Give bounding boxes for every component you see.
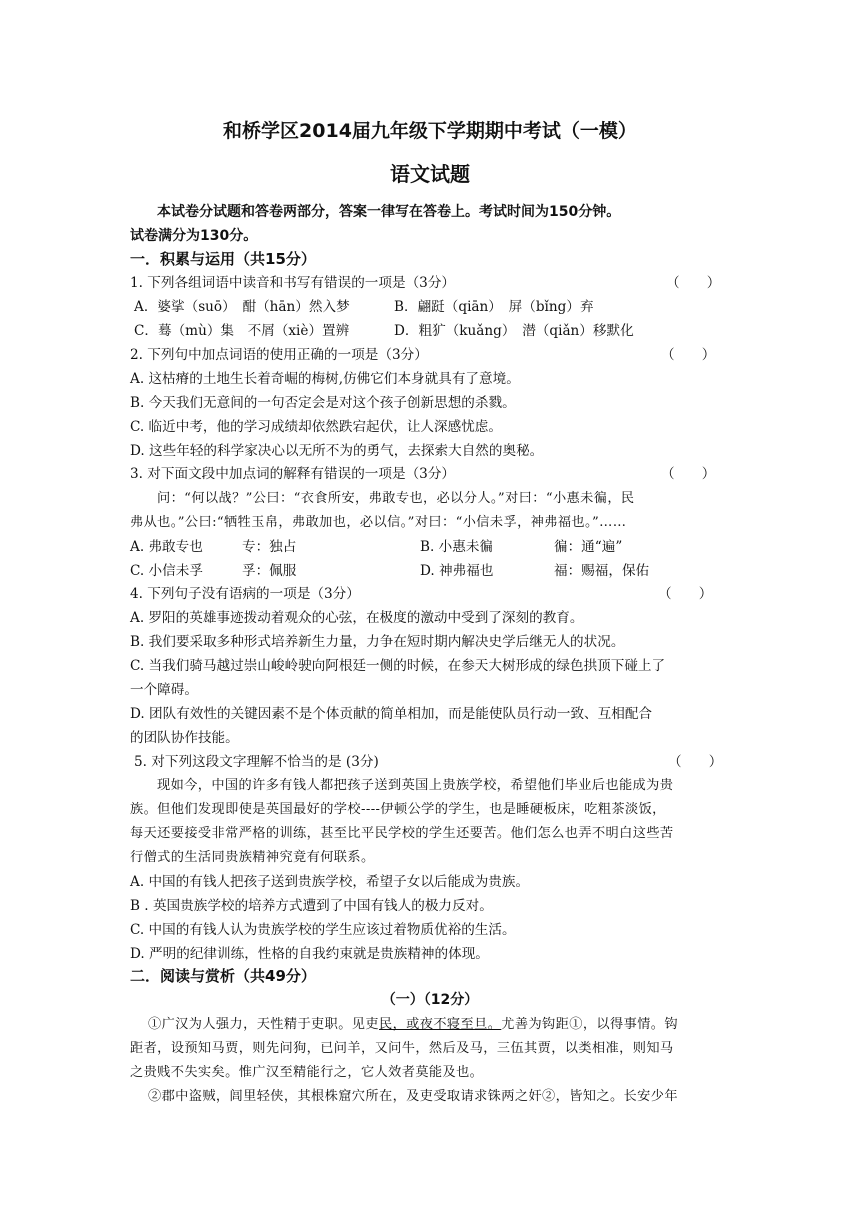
q5-passage-line-2: 族。但他们发现即使是英国最好的学校----伊顿公学的学生，也是睡硬板床，吃粗茶淡饭， [130, 802, 666, 817]
q3-option-c-gloss: 孚：佩服 [242, 563, 297, 579]
passage-1-line-1-b: 尤善为钩距①，以得事情。钩 [501, 1017, 678, 1032]
q5-passage-line-1: 现如今，中国的许多有钱人都把孩子送到英国上贵族学校，希望他们毕业后也能成为贵 [157, 778, 674, 793]
q1-answer-bracket: （ ） [666, 275, 721, 291]
exam-title: 和桥学区2014届九年级下学期期中考试（一模） [223, 120, 637, 142]
q3-option-b-phrase: B. 小惠未徧 [420, 539, 494, 555]
q2-stem: 2. 下列句中加点词语的使用正确的一项是（3分） [130, 347, 428, 363]
q4-option-b: B. 我们要采取多种形式培养新生力量，力争在短时期内解决史学后继无人的状况。 [130, 634, 625, 650]
q3-passage-line-2: 弗从也。”公曰:“牺牲玉帛，弗敢加也，必以信。”对曰：“小信未孚，神弗福也。”…… [130, 515, 627, 530]
q4-option-d-line-2: 的团队协作技能。 [130, 730, 239, 746]
exam-subtitle: 语文试题 [390, 162, 470, 186]
q5-passage-line-4: 行僧式的生活同贵族精神究竟有何联系。 [130, 850, 375, 865]
q3-stem: 3. 对下面文段中加点词的解释有错误的一项是（3分） [130, 466, 456, 482]
q4-option-d-line-1: D. 团队有效性的关键因素不是个体贡献的简单相加，而是能使队员行动一致、互相配合 [130, 706, 653, 722]
q5-option-d: D. 严明的纪律训练，性格的自我约束就是贵族精神的体现。 [130, 946, 489, 962]
q4-option-c-line-1: C. 当我们骑马越过崇山峻岭驶向阿根廷一侧的时候，在参天大树形成的绿色拱顶下碰上了 [130, 658, 666, 674]
q3-option-a-gloss: 专：独占 [242, 539, 297, 555]
q3-passage-line-1: 问：“何以战？”公曰：“衣食所安，弗敢专也，必以分人。”对曰：“小惠未徧，民 [157, 491, 635, 506]
q1-option-d: D．粗犷（kuǎng） 潜（qiǎn）移默化 [394, 323, 634, 339]
q3-option-b-gloss: 徧：通“遍” [554, 539, 623, 555]
passage-1-line-1-a: ①广汉为人强力，天性精于吏职。见吏 [148, 1017, 379, 1032]
passage-1-line-3: 之贵贱不失实矣。惟广汉至精能行之，它人效者莫能及也。 [130, 1065, 484, 1080]
q5-option-b: B . 英国贵族学校的培养方式遭到了中国有钱人的极力反对。 [130, 898, 493, 914]
q4-option-c-line-2: 一个障碍。 [130, 682, 198, 698]
q5-stem: 5. 对下列这段文字理解不恰当的是 (3分) [134, 754, 379, 770]
q5-option-c: C. 中国的有钱人认为贵族学校的学生应该过着物质优裕的生活。 [130, 922, 516, 938]
q4-option-a: A. 罗阳的英雄事迹拨动着观众的心弦，在极度的激动中受到了深刻的教育。 [130, 610, 584, 626]
q5-passage-line-3: 每天还要接受非常严格的训练，甚至比平民学校的学生还要苦。他们怎么也弄不明白这些苦 [130, 826, 674, 841]
q5-option-a: A. 中国的有钱人把孩子送到贵族学校，希望子女以后能成为贵族。 [130, 874, 530, 890]
q2-option-b: B. 今天我们无意间的一句否定会是对这个孩子创新思想的杀戮。 [130, 395, 516, 411]
intro-line-1: 本试卷分试题和答卷两部分，答案一律写在答卷上。考试时间为150分钟。 [157, 204, 621, 220]
q5-answer-bracket: （ ） [668, 754, 723, 770]
q4-stem: 4. 下列句子没有语病的一项是（3分） [130, 586, 360, 602]
passage-2-line-1: ②郡中盗贼，闾里轻侠，其根株窟穴所在，及吏受取请求铢两之奸②，皆知之。长安少年 [148, 1089, 678, 1104]
q2-option-d: D. 这些年轻的科学家决心以无所不为的勇气，去探索大自然的奥秘。 [130, 443, 544, 459]
reading-part-1-heading: （一）（12分） [381, 992, 479, 1008]
q3-option-d-gloss: 福：赐福，保佑 [554, 563, 650, 579]
q2-option-a: A. 这枯瘠的土地生长着奇崛的梅树,仿佛它们本身就具有了意境。 [130, 371, 520, 387]
passage-1-line-2: 距者，设预知马贾，则先问狗，已问羊，又问牛，然后及马，三伍其贾，以类相准，则知马 [130, 1041, 674, 1056]
q2-answer-bracket: （ ） [661, 347, 716, 363]
section1-heading: 一．积累与运用（共15分） [130, 250, 316, 268]
q3-option-d-phrase: D. 神弗福也 [420, 563, 494, 579]
q1-option-b: B．翩跹（qiān） 屏（bǐng）弃 [394, 299, 594, 315]
q1-option-c: C．蓦（mù）集 不屑（xiè）置辨 [134, 323, 350, 339]
passage-1-underlined-sentence: 民，或夜不寝至旦。 [379, 1017, 502, 1032]
section2-heading: 二．阅读与赏析（共49分） [130, 967, 316, 985]
q3-answer-bracket: （ ） [661, 466, 716, 482]
q1-stem: 1. 下列各组词语中读音和书写有错误的一项是（3分） [130, 275, 456, 291]
q3-option-a-phrase: A. 弗敢专也 [130, 539, 203, 555]
q2-option-c: C. 临近中考，他的学习成绩却依然跌宕起伏，让人深感忧虑。 [130, 419, 502, 435]
intro-line-2: 试卷满分为130分。 [130, 228, 258, 244]
q1-option-a: A．婆挲（suō） 酣（hān）然入梦 [134, 299, 350, 315]
q4-answer-bracket: （ ） [658, 586, 713, 602]
q3-option-c-phrase: C. 小信未孚 [130, 563, 203, 579]
